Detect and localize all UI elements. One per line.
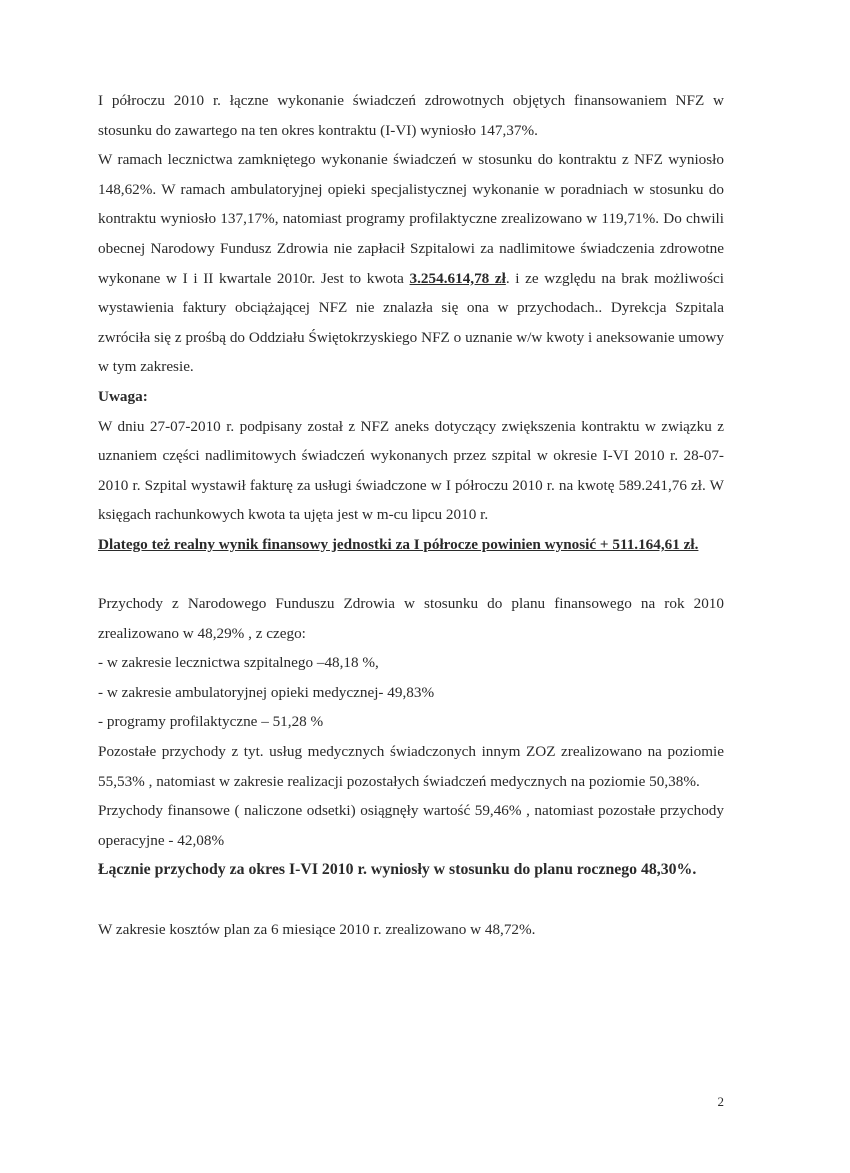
note-conclusion: Dlatego też realny wynik finansowy jednostki za I półrocze powinien wynosić + 511.164,61 zł. bbox=[98, 535, 699, 553]
page-number: 2 bbox=[717, 1094, 724, 1109]
paragraph-hospital-care-text-end: . i ze względu na brak możliwości wystawienia faktury obciążającej NFZ nie znalazła się ona w przychodach.. Dyrekcja Szpitala zwróciła się z prośbą do Oddziału Świętokrzyskiego NFZ o uznanie w/w kwoty i aneksowanie umowy w tym zakresie. bbox=[98, 269, 724, 376]
note-heading: Uwaga: bbox=[98, 387, 148, 405]
total-revenue: Łącznie przychody za okres I-VI 2010 r. wyniosły w stosunku do planu rocznego 48,30%. bbox=[98, 861, 697, 879]
revenue-item-hospital: - w zakresie lecznictwa szpitalnego –48,18 %, bbox=[98, 654, 379, 672]
revenue-intro: Przychody z Narodowego Funduszu Zdrowia w stosunku do planu finansowego na rok 2010 zrealizowano w 48,29% , z czego: bbox=[98, 595, 724, 642]
overlimit-amount: 3.254.614,78 zł bbox=[409, 269, 506, 287]
costs-paragraph: W zakresie kosztów plan za 6 miesiące 2010 r. zrealizowano w 48,72%. bbox=[98, 920, 536, 938]
spacer bbox=[98, 885, 724, 915]
paragraph-contract-execution: I półroczu 2010 r. łączne wykonanie świadczeń zdrowotnych objętych finansowaniem NFZ w stosunku do zawartego na ten okres kontraktu (I-VI) wyniosło 147,37%. bbox=[98, 92, 724, 139]
spacer bbox=[98, 560, 724, 590]
paragraph-hospital-care bbox=[98, 145, 724, 382]
revenue-item-programs: - programy profilaktyczne – 51,28 % bbox=[98, 713, 324, 731]
note-text: W dniu 27-07-2010 r. podpisany został z NFZ aneks dotyczący zwiększenia kontraktu w związku z uznaniem części nadlimitowych świadczeń wykonanych przez szpital w okresie I-VI 2010 r. 28-07- 2010 r. Szpital wystawił fakturę za usługi świadczone w I półroczu 2010 r. na kwotę 589.241,76 zł. W księgach rachunkowych kwota ta ujęta jest w m-cu lipcu 2010 r. bbox=[98, 417, 724, 524]
revenue-item-ambulatory: - w zakresie ambulatoryjnej opieki medycznej- 49,83% bbox=[98, 683, 435, 701]
paragraph-hospital-care-text: W ramach lecznictwa zamkniętego wykonanie świadczeń w stosunku do kontraktu z NFZ wyniosło 148,62%. W ramach ambulatoryjnej opieki specjalistycznej wykonanie w poradniach w stosunku do kontraktu wyniosło 137,17%, natomiast programy profilaktyczne zrealizowano w 119,71%. Do chwili obecnej Narodowy Fundusz Zdrowia nie zapłacił Szpitalowi za nadlimitowe świadczenia zdrowotne wykonane w I i II kwartale 2010r. Jest to kwota bbox=[98, 151, 724, 287]
other-revenue: Pozostałe przychody z tyt. usług medycznych świadczonych innym ZOZ zrealizowano na poziomie 55,53% , natomiast w zakresie realizacji pozostałych świadczeń medycznych na poziomie 50,38%. bbox=[98, 743, 724, 790]
financial-revenue: Przychody finansowe ( naliczone odsetki) osiągnęły wartość 59,46% , natomiast pozostałe przychody operacyjne - 42,08% bbox=[98, 802, 724, 849]
